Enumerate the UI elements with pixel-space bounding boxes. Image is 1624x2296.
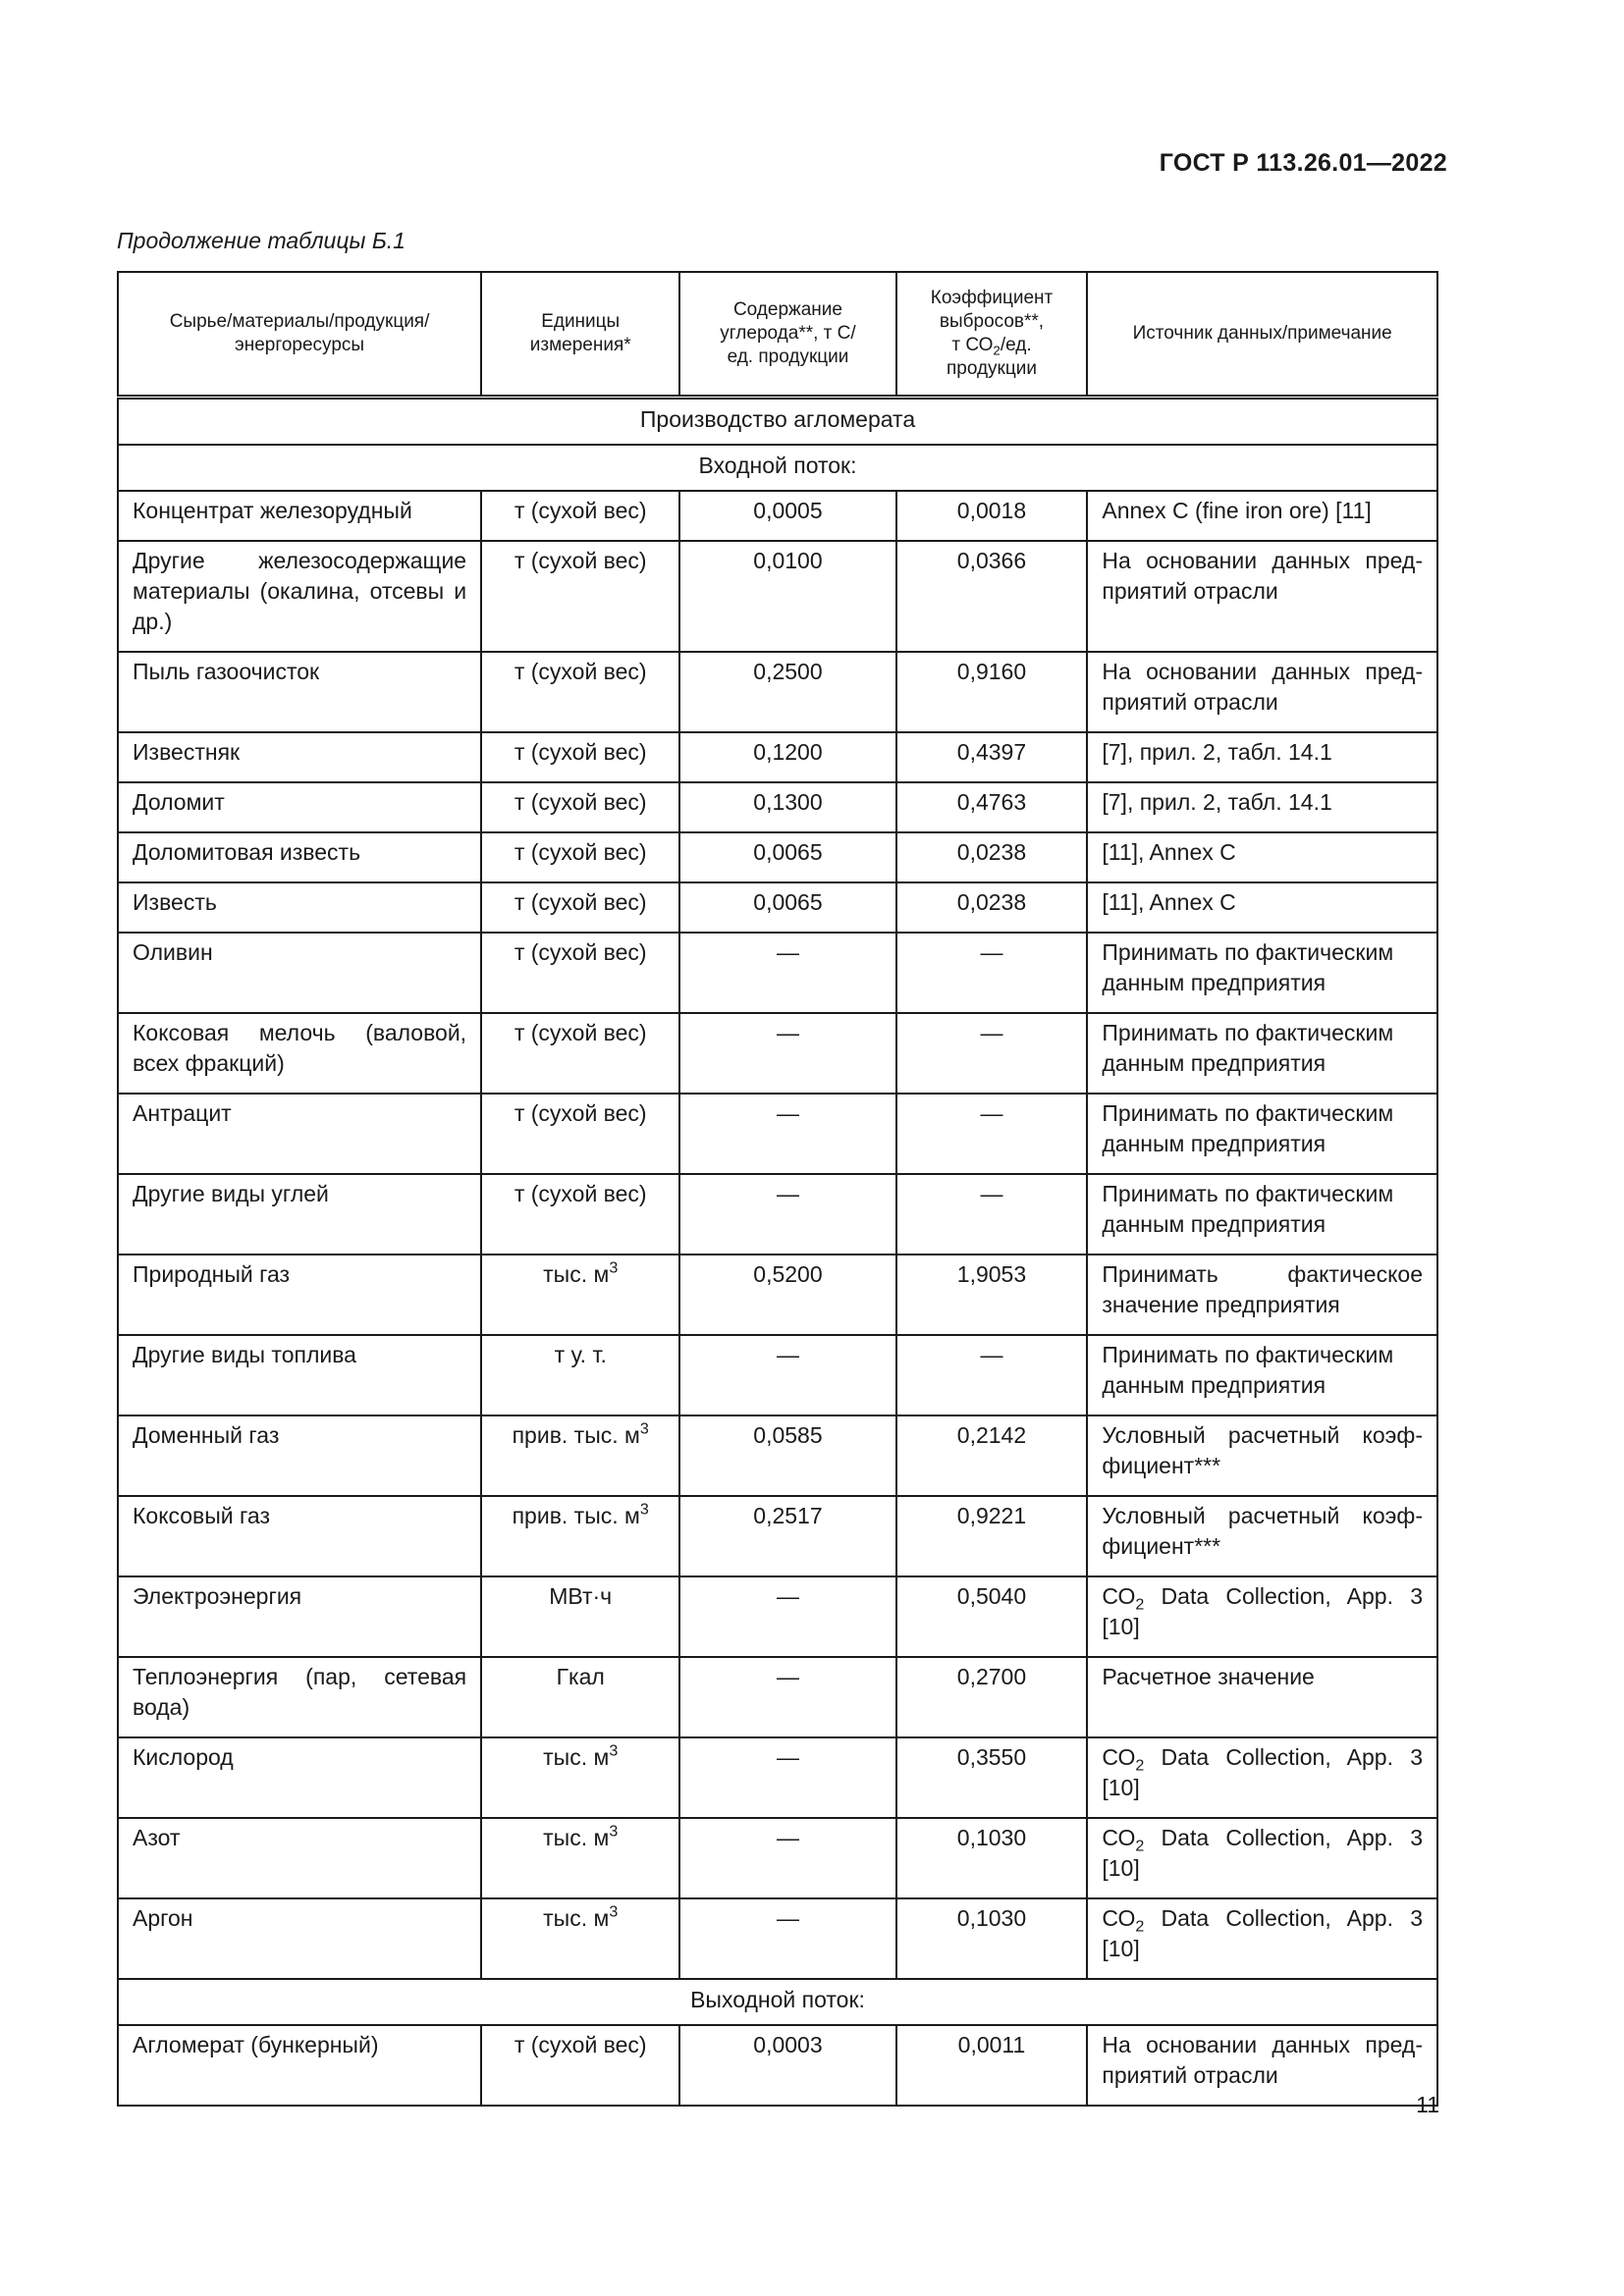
emission-factor-value: 0,4763 <box>896 782 1088 832</box>
material-name: Азот <box>118 1818 481 1898</box>
emission-factor-value: — <box>896 1174 1088 1255</box>
table-row <box>118 491 1437 541</box>
emission-factor-value: — <box>896 1013 1088 1094</box>
table-row <box>118 652 1437 732</box>
table-row <box>118 1174 1437 1255</box>
material-name: Известняк <box>118 732 481 782</box>
emission-factor-value: 0,0238 <box>896 882 1088 933</box>
material-name: Другие железосодержащие материалы (окалина, отсевы и др.) <box>118 541 481 652</box>
carbon-content-value: 0,2517 <box>679 1496 895 1576</box>
carbon-content-value: — <box>679 1576 895 1657</box>
source-note: $СО_2$ Data Collection, App. 3 [10] <box>1087 1898 1437 1979</box>
source-note: На основании данных пред-приятий отрасли <box>1087 541 1437 652</box>
unit-cell: т (сухой вес) <box>481 1094 679 1174</box>
emission-factor-value: — <box>896 933 1088 1013</box>
table-row <box>118 1013 1437 1094</box>
carbon-content-value: 0,0065 <box>679 882 895 933</box>
carbon-content-value: 0,0005 <box>679 491 895 541</box>
header-carbon-content: Содержание углерода**, т С/ ед. продукции <box>679 272 895 398</box>
carbon-content-value: 0,5200 <box>679 1255 895 1335</box>
carbon-content-value: 0,1300 <box>679 782 895 832</box>
emission-factor-value: 0,4397 <box>896 732 1088 782</box>
carbon-content-value: — <box>679 1898 895 1979</box>
section-row <box>118 398 1437 446</box>
table-row <box>118 2025 1437 2106</box>
table-row <box>118 782 1437 832</box>
unit-cell: прив. тыс. $м^3$ <box>481 1415 679 1496</box>
source-note: [11], Annex C <box>1087 882 1437 933</box>
carbon-content-value: 0,0065 <box>679 832 895 882</box>
table-row <box>118 1415 1437 1496</box>
carbon-content-value: 0,2500 <box>679 652 895 732</box>
emission-factor-value: 0,5040 <box>896 1576 1088 1657</box>
table-row <box>118 1737 1437 1818</box>
source-note: Расчетное значение <box>1087 1657 1437 1737</box>
carbon-content-value: — <box>679 933 895 1013</box>
carbon-content-value: — <box>679 1094 895 1174</box>
material-name: Пыль газоочисток <box>118 652 481 732</box>
carbon-content-value: — <box>679 1818 895 1898</box>
material-name: Антрацит <box>118 1094 481 1174</box>
header-unit: Единицы измерения* <box>481 272 679 398</box>
source-note: [7], прил. 2, табл. 14.1 <box>1087 782 1437 832</box>
unit-cell: тыс. $м^3$ <box>481 1737 679 1818</box>
material-name: Другие виды топлива <box>118 1335 481 1415</box>
source-note: Условный расчетный коэф-фициент*** <box>1087 1496 1437 1576</box>
unit-cell: т (сухой вес) <box>481 882 679 933</box>
emission-factor-value: 0,3550 <box>896 1737 1088 1818</box>
material-name: Теплоэнергия (пар, сетевая вода) <box>118 1657 481 1737</box>
material-name: Агломерат (бункерный) <box>118 2025 481 2106</box>
header-material: Сырье/материалы/продукция/ энергоресурсы <box>118 272 481 398</box>
unit-cell: т (сухой вес) <box>481 2025 679 2106</box>
unit-cell: тыс. $м^3$ <box>481 1898 679 1979</box>
emission-factor-value: 0,9221 <box>896 1496 1088 1576</box>
source-note: Annex C (fine iron ore) [11] <box>1087 491 1437 541</box>
unit-cell: т (сухой вес) <box>481 782 679 832</box>
material-name: Доломит <box>118 782 481 832</box>
table-row <box>118 1898 1437 1979</box>
table-caption: Продолжение таблицы Б.1 <box>117 228 406 253</box>
section-input: Входной поток: <box>118 445 1437 491</box>
section-row <box>118 445 1437 491</box>
emission-factor-value: 0,2700 <box>896 1657 1088 1737</box>
header-emission-factor: Коэффициент выбросов**, т $СО_2/ед$. продукции <box>896 272 1088 398</box>
unit-cell: т (сухой вес) <box>481 541 679 652</box>
material-name: Доменный газ <box>118 1415 481 1496</box>
carbon-content-value: — <box>679 1335 895 1415</box>
material-name: Электроэнергия <box>118 1576 481 1657</box>
table-row <box>118 1094 1437 1174</box>
table-row <box>118 1496 1437 1576</box>
unit-cell: т у. т. <box>481 1335 679 1415</box>
source-note: Условный расчетный коэф-фициент*** <box>1087 1415 1437 1496</box>
material-name: Известь <box>118 882 481 933</box>
unit-cell: т (сухой вес) <box>481 652 679 732</box>
emission-factor-value: 0,0011 <box>896 2025 1088 2106</box>
carbon-content-value: 0,1200 <box>679 732 895 782</box>
table-row <box>118 1255 1437 1335</box>
table-row <box>118 933 1437 1013</box>
material-name: Коксовый газ <box>118 1496 481 1576</box>
material-name: Доломитовая известь <box>118 832 481 882</box>
emission-factor-value: 0,0238 <box>896 832 1088 882</box>
table-header-row <box>118 272 1437 398</box>
unit-cell: МВт·ч <box>481 1576 679 1657</box>
unit-cell: тыс. $м^3$ <box>481 1818 679 1898</box>
material-name: Концентрат железорудный <box>118 491 481 541</box>
carbon-content-value: — <box>679 1174 895 1255</box>
carbon-content-value: 0,0585 <box>679 1415 895 1496</box>
emission-factor-value: — <box>896 1094 1088 1174</box>
emission-factor-value: 1,9053 <box>896 1255 1088 1335</box>
table-row <box>118 1335 1437 1415</box>
unit-cell: т (сухой вес) <box>481 732 679 782</box>
source-note: Принимать по фактическим данным предприятия <box>1087 1174 1437 1255</box>
carbon-content-value: — <box>679 1737 895 1818</box>
table-row <box>118 1818 1437 1898</box>
unit-cell: т (сухой вес) <box>481 1174 679 1255</box>
unit-cell: прив. тыс. $м^3$ <box>481 1496 679 1576</box>
material-name: Другие виды углей <box>118 1174 481 1255</box>
carbon-content-value: 0,0100 <box>679 541 895 652</box>
source-note: [7], прил. 2, табл. 14.1 <box>1087 732 1437 782</box>
unit-cell: т (сухой вес) <box>481 933 679 1013</box>
material-name: Природный газ <box>118 1255 481 1335</box>
header-source: Источник данных/примечание <box>1087 272 1437 398</box>
table-row <box>118 832 1437 882</box>
document-code: ГОСТ Р 113.26.01—2022 <box>1159 149 1447 177</box>
source-note: На основании данных пред-приятий отрасли <box>1087 2025 1437 2106</box>
section-row <box>118 1979 1437 2025</box>
source-note: $СО_2$ Data Collection, App. 3 [10] <box>1087 1818 1437 1898</box>
carbon-content-value: 0,0003 <box>679 2025 895 2106</box>
emission-factor-value: 0,0366 <box>896 541 1088 652</box>
emission-factor-value: 0,2142 <box>896 1415 1088 1496</box>
material-name: Оливин <box>118 933 481 1013</box>
source-note: Принимать по фактическим данным предприятия <box>1087 1335 1437 1415</box>
source-note: Принимать фактическое значение предприятия <box>1087 1255 1437 1335</box>
unit-cell: Гкал <box>481 1657 679 1737</box>
table-row <box>118 882 1437 933</box>
material-name: Кислород <box>118 1737 481 1818</box>
unit-cell: тыс. $м^3$ <box>481 1255 679 1335</box>
unit-cell: т (сухой вес) <box>481 1013 679 1094</box>
emission-factor-value: 0,1030 <box>896 1898 1088 1979</box>
source-note: $СО_2$ Data Collection, App. 3 [10] <box>1087 1737 1437 1818</box>
material-name: Коксовая мелочь (валовой, всех фракций) <box>118 1013 481 1094</box>
emission-factor-value: 0,9160 <box>896 652 1088 732</box>
source-note: [11], Annex C <box>1087 832 1437 882</box>
table-row <box>118 1657 1437 1737</box>
table-row <box>118 732 1437 782</box>
source-note: На основании данных пред-приятий отрасли <box>1087 652 1437 732</box>
unit-cell: т (сухой вес) <box>481 491 679 541</box>
source-note: $СО_2$ Data Collection, App. 3 [10] <box>1087 1576 1437 1657</box>
unit-cell: т (сухой вес) <box>481 832 679 882</box>
emission-factor-value: 0,1030 <box>896 1818 1088 1898</box>
emission-factor-value: — <box>896 1335 1088 1415</box>
source-note: Принимать по фактическим данным предприятия <box>1087 1094 1437 1174</box>
section-production: Производство агломерата <box>118 398 1437 446</box>
emission-factors-table <box>117 271 1438 2107</box>
page-number: 11 <box>1416 2092 1439 2117</box>
material-name: Аргон <box>118 1898 481 1979</box>
carbon-content-value: — <box>679 1657 895 1737</box>
carbon-content-value: — <box>679 1013 895 1094</box>
source-note: Принимать по фактическим данным предприятия <box>1087 1013 1437 1094</box>
table-row <box>118 1576 1437 1657</box>
table-row <box>118 541 1437 652</box>
emission-factor-value: 0,0018 <box>896 491 1088 541</box>
source-note: Принимать по фактическим данным предприятия <box>1087 933 1437 1013</box>
section-output: Выходной поток: <box>118 1979 1437 2025</box>
